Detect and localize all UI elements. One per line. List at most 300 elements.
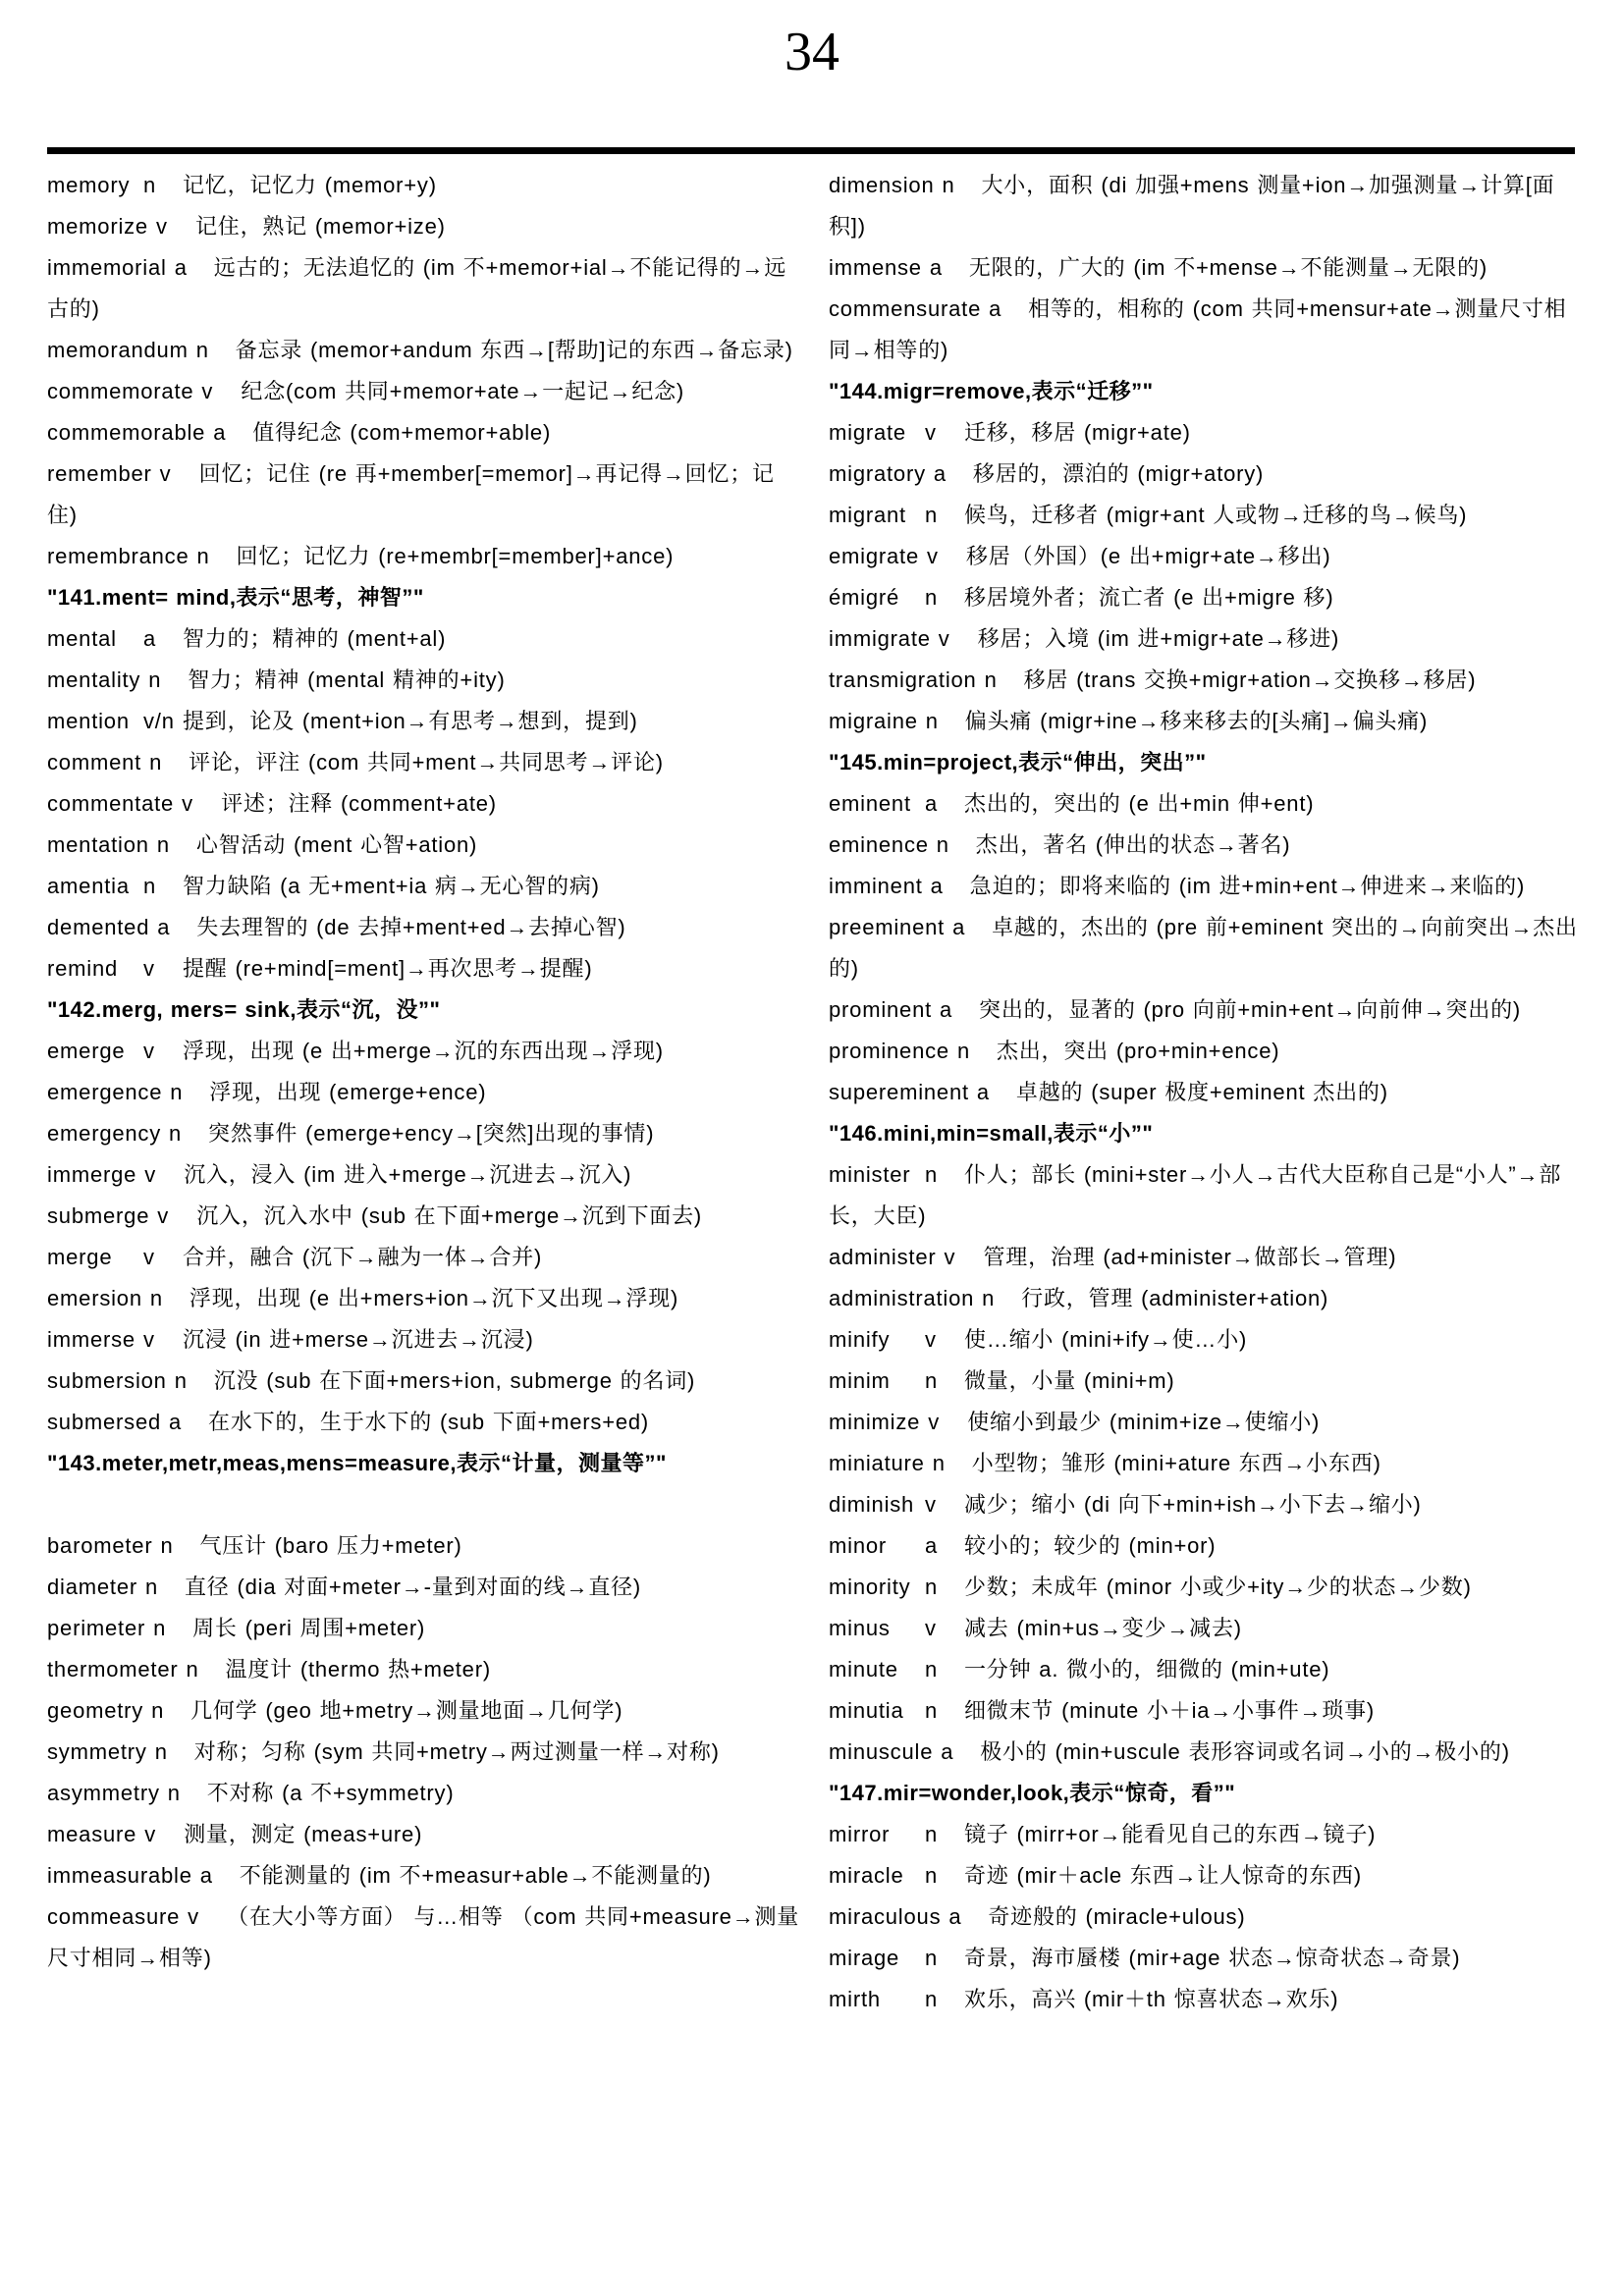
- entry-pos: v: [925, 420, 937, 445]
- entry-definition: 奇迹般的 (miracle+ulous): [988, 1904, 1246, 1929]
- dictionary-entry: [829, 1814, 1585, 1855]
- entry-pos: a: [213, 420, 227, 445]
- entry-word: immerge: [47, 1162, 137, 1187]
- entry-definition: 周长 (peri 周围+meter): [192, 1616, 426, 1640]
- dictionary-entry: [829, 1484, 1585, 1525]
- entry-definition: 浮现，出现 (e 出+merge→沉的东西出现→浮现): [183, 1039, 664, 1063]
- entry-word: minority: [829, 1575, 911, 1599]
- entry-pos: v/n: [143, 709, 175, 733]
- entry-word: prominence: [829, 1039, 949, 1063]
- entry-pos: n: [153, 1616, 167, 1640]
- entry-pos: v: [188, 1904, 199, 1929]
- dictionary-entry: [829, 866, 1585, 907]
- entry-pos: v: [144, 1822, 157, 1846]
- entry-word: migrant: [829, 503, 906, 527]
- entry-pos: n: [167, 1781, 181, 1805]
- dictionary-entry: [829, 660, 1585, 701]
- entry-pos: n: [925, 1863, 939, 1888]
- entry-word: migrate: [829, 420, 906, 445]
- entry-definition: 合并，融合 (沉下→融为一体→合并): [183, 1245, 543, 1269]
- entry-word: submersed: [47, 1410, 162, 1434]
- entry-word: immemorial: [47, 255, 167, 280]
- dictionary-entry: [47, 1773, 803, 1814]
- entry-word: preeminent: [829, 915, 946, 939]
- entry-definition: 测量，测定 (meas+ure): [184, 1822, 423, 1846]
- dictionary-entry: [47, 1608, 803, 1649]
- entry-pos: n: [932, 1451, 946, 1475]
- entry-definition: 卓越的 (super 极度+eminent 杰出的): [1015, 1080, 1388, 1104]
- dictionary-entry: [829, 907, 1585, 989]
- section-heading: "142.merg, mers= sink,表示“沉，没”": [47, 997, 441, 1022]
- entry-word: mentality: [47, 667, 141, 692]
- entry-definition: 无限的，广大的 (im 不+mense→不能测量→无限的): [968, 255, 1489, 280]
- section-heading: "147.mir=wonder,look,表示“惊奇，看”": [829, 1781, 1236, 1805]
- dictionary-entry: [47, 825, 803, 866]
- entry-word: minister: [829, 1162, 911, 1187]
- dictionary-entry: [47, 1567, 803, 1608]
- entry-definition: 智力缺陷 (a 无+ment+ia 病→无心智的病): [183, 874, 600, 898]
- entry-definition: 突然事件 (emerge+ency→[突然]出现的事情): [208, 1121, 655, 1146]
- entry-definition: 奇迹 (mir＋acle 东西→让人惊奇的东西): [964, 1863, 1362, 1888]
- entry-word: mirage: [829, 1946, 900, 1970]
- blank-line: [47, 1484, 803, 1525]
- entry-word: emerge: [47, 1039, 126, 1063]
- entry-word: symmetry: [47, 1739, 147, 1764]
- entry-pos: n: [956, 1039, 970, 1063]
- entry-pos: n: [925, 1987, 939, 2011]
- dictionary-entry: [47, 454, 803, 536]
- dictionary-entry: [47, 1278, 803, 1319]
- entry-definition: 杰出，突出 (pro+min+ence): [996, 1039, 1280, 1063]
- entry-word: memory: [47, 173, 131, 197]
- entry-definition: 细微末节 (minute 小＋ia→小事件→琐事): [964, 1698, 1376, 1723]
- entry-word: remembrance: [47, 544, 189, 568]
- entry-pos: v: [925, 1327, 937, 1352]
- dictionary-entry: [829, 536, 1585, 577]
- entry-word: minute: [829, 1657, 898, 1682]
- entry-definition: 纪念(com 共同+memor+ate→一起记→纪念): [241, 379, 685, 403]
- entry-definition: 记忆，记忆力 (memor+y): [183, 173, 437, 197]
- page-number: 34: [785, 22, 839, 82]
- entry-pos: n: [143, 173, 157, 197]
- dictionary-entry: [47, 1896, 803, 1979]
- entry-word: demented: [47, 915, 150, 939]
- entry-pos: v: [144, 1162, 156, 1187]
- entry-word: commemorable: [47, 420, 206, 445]
- entry-word: émigré: [829, 585, 900, 610]
- entry-pos: a: [989, 296, 1002, 321]
- entry-word: amentia: [47, 874, 130, 898]
- header-rule: [47, 147, 1575, 154]
- dictionary-entry: [47, 783, 803, 825]
- entry-definition: 浮现，出现 (emerge+ence): [209, 1080, 487, 1104]
- entry-word: asymmetry: [47, 1781, 160, 1805]
- entry-definition: 移居（外国）(e 出+migr+ate→移出): [966, 544, 1331, 568]
- entry-definition: 极小的 (min+uscule 表形容词或名词→小的→极小的): [980, 1739, 1510, 1764]
- dictionary-entry: [829, 1443, 1585, 1484]
- entry-pos: n: [143, 874, 157, 898]
- entry-word: mirth: [829, 1987, 881, 2011]
- dictionary-entry: [829, 1525, 1585, 1567]
- dictionary-entry: [47, 1361, 803, 1402]
- entry-pos: v: [201, 379, 214, 403]
- entry-word: administration: [829, 1286, 975, 1310]
- entry-pos: v: [157, 1203, 170, 1228]
- entry-word: supereminent: [829, 1080, 969, 1104]
- entry-word: commemorate: [47, 379, 194, 403]
- entry-definition: 提到，论及 (ment+ion→有思考→想到，提到): [183, 709, 638, 733]
- entry-pos: v: [143, 1327, 155, 1352]
- entry-definition: 直径 (dia 对面+meter→-量到对面的线→直径): [185, 1575, 642, 1599]
- entry-word: diameter: [47, 1575, 137, 1599]
- entry-pos: a: [174, 255, 188, 280]
- entry-word: mentation: [47, 832, 149, 857]
- dictionary-entry: [829, 783, 1585, 825]
- entry-definition: 沉入，沉入水中 (sub 在下面+merge→沉到下面去): [196, 1203, 702, 1228]
- entry-definition: 减少；缩小 (di 向下+min+ish→小下去→缩小): [964, 1492, 1422, 1517]
- dictionary-entry: [829, 1979, 1585, 2020]
- entry-pos: n: [925, 1946, 939, 1970]
- dictionary-entry: [47, 1072, 803, 1113]
- dictionary-entry: [47, 371, 803, 412]
- entry-pos: n: [170, 1080, 184, 1104]
- entry-definition: 移居；入境 (im 进+migr+ate→移进): [977, 626, 1340, 651]
- entry-pos: a: [199, 1863, 213, 1888]
- entry-definition: 回忆；记忆力 (re+membr[=member]+ance): [236, 544, 675, 568]
- entry-definition: 偏头痛 (migr+ine→移来移去的[头痛]→偏头痛): [964, 709, 1429, 733]
- entry-pos: v: [143, 1039, 155, 1063]
- entry-pos: n: [156, 832, 170, 857]
- dictionary-entry: [47, 330, 803, 371]
- entry-pos: n: [186, 1657, 199, 1682]
- entry-definition: 较小的；较少的 (min+or): [964, 1533, 1217, 1558]
- entry-definition: 在水下的，生于水下的 (sub 下面+mers+ed): [208, 1410, 650, 1434]
- entry-word: immense: [829, 255, 922, 280]
- dictionary-entry: [47, 1649, 803, 1690]
- entry-definition: 减去 (min+us→变少→减去): [964, 1616, 1242, 1640]
- dictionary-entry: [47, 948, 803, 989]
- dictionary-entry: [829, 1319, 1585, 1361]
- entry-pos: v: [944, 1245, 956, 1269]
- entry-word: emergency: [47, 1121, 162, 1146]
- entry-definition: 相等的，相称的 (com 共同+mensur+ate→测量尺寸相同→相等的): [829, 296, 1567, 362]
- entry-word: minutia: [829, 1698, 904, 1723]
- entry-word: memorandum: [47, 338, 189, 362]
- entry-definition: 记住，熟记 (memor+ize): [194, 214, 446, 239]
- entry-pos: n: [154, 1739, 168, 1764]
- entry-pos: n: [149, 1286, 163, 1310]
- entry-pos: v: [182, 791, 193, 816]
- entry-definition: 提醒 (re+mind[=ment]→再次思考→提醒): [183, 956, 593, 981]
- entry-pos: a: [948, 1904, 962, 1929]
- entry-pos: n: [196, 544, 210, 568]
- entry-pos: a: [941, 1739, 954, 1764]
- entry-pos: n: [984, 667, 998, 692]
- entry-pos: n: [925, 1822, 939, 1846]
- dictionary-entry: [47, 618, 803, 660]
- entry-word: commensurate: [829, 296, 982, 321]
- entry-definition: 几何学 (geo 地+metry→测量地面→几何学): [190, 1698, 623, 1723]
- dictionary-entry: [47, 1525, 803, 1567]
- entry-pos: n: [925, 1162, 939, 1187]
- entry-word: miracle: [829, 1863, 904, 1888]
- dictionary-entry: [829, 1237, 1585, 1278]
- dictionary-entry: [829, 989, 1585, 1031]
- entry-definition: 备忘录 (memor+andum 东西→[帮助]记的东西→备忘录): [235, 338, 793, 362]
- entry-definition: 气压计 (baro 压力+meter): [199, 1533, 462, 1558]
- dictionary-entry: [47, 866, 803, 907]
- entry-word: thermometer: [47, 1657, 179, 1682]
- entry-word: minus: [829, 1616, 891, 1640]
- entry-word: minuscule: [829, 1739, 934, 1764]
- entry-word: administer: [829, 1245, 937, 1269]
- entry-pos: a: [952, 915, 966, 939]
- entry-pos: a: [925, 791, 939, 816]
- entry-pos: n: [925, 1657, 939, 1682]
- dictionary-entry: [829, 825, 1585, 866]
- entry-word: immerse: [47, 1327, 135, 1352]
- entry-definition: 一分钟 a. 微小的，细微的 (min+ute): [964, 1657, 1330, 1682]
- entry-pos: n: [149, 750, 163, 774]
- dictionary-entry: [47, 742, 803, 783]
- entry-word: measure: [47, 1822, 137, 1846]
- entry-pos: n: [169, 1121, 183, 1146]
- entry-definition: 急迫的；即将来临的 (im 进+min+ent→伸进来→来临的): [969, 874, 1526, 898]
- dictionary-entry: [829, 1732, 1585, 1773]
- entry-word: geometry: [47, 1698, 144, 1723]
- entry-definition: 智力的；精神的 (ment+al): [183, 626, 447, 651]
- entry-definition: 杰出的，突出的 (e 出+min 伸+ent): [964, 791, 1315, 816]
- entry-pos: n: [174, 1368, 188, 1393]
- dictionary-entry: [829, 165, 1585, 247]
- dictionary-entry: [47, 660, 803, 701]
- dictionary-entry: [829, 577, 1585, 618]
- entry-pos: n: [936, 832, 949, 857]
- entry-definition: 少数；未成年 (minor 小或少+ity→少的状态→少数): [964, 1575, 1472, 1599]
- dictionary-entry: [47, 1319, 803, 1361]
- entry-word: immeasurable: [47, 1863, 192, 1888]
- dictionary-entry: [47, 1113, 803, 1154]
- dictionary-entry: [829, 1361, 1585, 1402]
- dictionary-entry: [829, 1855, 1585, 1896]
- entry-definition: 沉入，浸入 (im 进入+merge→沉进去→沉入): [184, 1162, 632, 1187]
- entry-word: commentate: [47, 791, 175, 816]
- entry-definition: 仆人；部长 (mini+ster→小人→古代大臣称自己是“小人”→部长，大臣): [829, 1162, 1562, 1228]
- entry-definition: 温度计 (thermo 热+meter): [225, 1657, 491, 1682]
- entry-word: commeasure: [47, 1904, 181, 1929]
- entry-definition: 移居的，漂泊的 (migr+atory): [972, 461, 1265, 486]
- dictionary-entry: [47, 1237, 803, 1278]
- dictionary-entry: [47, 206, 803, 247]
- entry-pos: v: [159, 461, 172, 486]
- entry-definition: 心智活动 (ment 心智+ation): [195, 832, 478, 857]
- entry-word: remind: [47, 956, 119, 981]
- dictionary-entry: [829, 289, 1585, 371]
- entry-definition: 沉没 (sub 在下面+mers+ion, submerge 的名词): [213, 1368, 696, 1393]
- dictionary-entry: [47, 1855, 803, 1896]
- entry-definition: 移居境外者；流亡者 (e 出+migre 移): [964, 585, 1334, 610]
- entry-word: barometer: [47, 1533, 153, 1558]
- entry-definition: 杰出，著名 (伸出的状态→著名): [975, 832, 1291, 857]
- entry-definition: 远古的；无法追忆的 (im 不+memor+ial→不能记得的→远古的): [47, 255, 787, 321]
- entry-word: memorize: [47, 214, 148, 239]
- dictionary-entry: [829, 247, 1585, 289]
- dictionary-entry: [829, 1031, 1585, 1072]
- entry-pos: a: [925, 1533, 939, 1558]
- entry-word: transmigration: [829, 667, 977, 692]
- entry-definition: 管理，治理 (ad+minister→做部长→管理): [983, 1245, 1397, 1269]
- dictionary-entry: [47, 1402, 803, 1443]
- entry-pos: n: [982, 1286, 996, 1310]
- dictionary-entry: [829, 1690, 1585, 1732]
- entry-pos: a: [143, 626, 157, 651]
- entry-definition: 值得纪念 (com+memor+able): [252, 420, 552, 445]
- entry-word: immigrate: [829, 626, 931, 651]
- dictionary-entry: [47, 412, 803, 454]
- entry-pos: a: [157, 915, 171, 939]
- entry-definition: 评述；注释 (comment+ate): [221, 791, 497, 816]
- dictionary-entry: [47, 907, 803, 948]
- entry-pos: a: [930, 874, 944, 898]
- dictionary-entry: [47, 1814, 803, 1855]
- entry-word: emersion: [47, 1286, 142, 1310]
- entry-word: remember: [47, 461, 152, 486]
- entry-word: mention: [47, 709, 130, 733]
- entry-pos: n: [942, 173, 955, 197]
- dictionary-entry: [47, 701, 803, 742]
- entry-definition: 不对称 (a 不+symmetry): [206, 1781, 455, 1805]
- entry-definition: 行政，管理 (administer+ation): [1021, 1286, 1329, 1310]
- dictionary-entry: [829, 1896, 1585, 1938]
- entry-pos: a: [933, 461, 947, 486]
- entry-pos: n: [925, 503, 939, 527]
- entry-definition: 沉浸 (in 进+merse→沉进去→沉浸): [183, 1327, 534, 1352]
- entry-pos: v: [928, 1410, 940, 1434]
- section-heading: "143.meter,metr,meas,mens=measure,表示“计量，测量等”": [47, 1451, 667, 1475]
- section-heading: "146.mini,min=small,表示“小”": [829, 1121, 1154, 1146]
- dictionary-entry: [47, 1154, 803, 1196]
- entry-pos: n: [151, 1698, 165, 1723]
- entry-definition: 浮现，出现 (e 出+mers+ion→沉下又出现→浮现): [189, 1286, 679, 1310]
- entry-word: minimize: [829, 1410, 921, 1434]
- entry-word: miraculous: [829, 1904, 942, 1929]
- entry-definition: 欢乐，高兴 (mir＋th 惊喜状态→欢乐): [964, 1987, 1339, 2011]
- dictionary-entry: [47, 1196, 803, 1237]
- dictionary-entry: [829, 1938, 1585, 1979]
- entry-pos: n: [145, 1575, 159, 1599]
- dictionary-entry: [47, 247, 803, 330]
- entry-pos: n: [160, 1533, 174, 1558]
- entry-definition: 镜子 (mirr+or→能看见自己的东西→镜子): [964, 1822, 1377, 1846]
- entry-word: miniature: [829, 1451, 925, 1475]
- entry-pos: v: [927, 544, 939, 568]
- entry-pos: v: [925, 1616, 937, 1640]
- entry-word: emergence: [47, 1080, 163, 1104]
- entry-word: imminent: [829, 874, 923, 898]
- dictionary-entry: [47, 1690, 803, 1732]
- dictionary-entry: [829, 454, 1585, 495]
- entry-definition: 小型物；雏形 (mini+ature 东西→小东西): [971, 1451, 1381, 1475]
- entry-definition: 对称；匀称 (sym 共同+metry→两过测量一样→对称): [193, 1739, 720, 1764]
- section-heading: "141.ment= mind,表示“思考，神智”": [47, 585, 424, 610]
- entry-word: mirror: [829, 1822, 891, 1846]
- entry-pos: n: [195, 338, 209, 362]
- entry-word: minor: [829, 1533, 888, 1558]
- entry-definition: 大小，面积 (di 加强+mens 测量+ion→加强测量→计算[面积]): [829, 173, 1555, 239]
- entry-pos: v: [155, 214, 168, 239]
- entry-pos: v: [143, 1245, 155, 1269]
- entry-pos: a: [169, 1410, 183, 1434]
- entry-pos: a: [929, 255, 943, 280]
- entry-definition: 评论，评注 (com 共同+ment→共同思考→评论): [189, 750, 664, 774]
- dictionary-entry: [829, 701, 1585, 742]
- entry-pos: a: [976, 1080, 990, 1104]
- entry-definition: 不能测量的 (im 不+measur+able→不能测量的): [239, 1863, 712, 1888]
- entry-word: eminent: [829, 791, 911, 816]
- entry-word: minify: [829, 1327, 891, 1352]
- dictionary-entry: [829, 1072, 1585, 1113]
- dictionary-entry: [829, 1649, 1585, 1690]
- content-columns: [47, 165, 1585, 2020]
- dictionary-entry: [829, 1278, 1585, 1319]
- entry-definition: 回忆；记住 (re 再+member[=memor]→再记得→回忆；记住): [47, 461, 775, 527]
- entry-word: merge: [47, 1245, 113, 1269]
- entry-definition: 使缩小到最少 (minim+ize→使缩小): [967, 1410, 1321, 1434]
- entry-definition: （在大小等方面） 与…相等 （com 共同+measure→测量尺寸相同→相等): [47, 1904, 800, 1970]
- entry-pos: v: [925, 1492, 937, 1517]
- entry-definition: 奇景，海市蜃楼 (mir+age 状态→惊奇状态→奇景): [964, 1946, 1461, 1970]
- entry-word: submersion: [47, 1368, 167, 1393]
- entry-definition: 使…缩小 (mini+ify→使…小): [964, 1327, 1248, 1352]
- entry-definition: 突出的，显著的 (pro 向前+min+ent→向前伸→突出的): [979, 997, 1522, 1022]
- dictionary-entry: [47, 1031, 803, 1072]
- dictionary-entry: [829, 495, 1585, 536]
- entry-word: eminence: [829, 832, 929, 857]
- column-left: [47, 165, 803, 2020]
- entry-word: dimension: [829, 173, 935, 197]
- entry-word: emigrate: [829, 544, 919, 568]
- dictionary-entry: [829, 1402, 1585, 1443]
- entry-word: migraine: [829, 709, 918, 733]
- dictionary-entry: [829, 412, 1585, 454]
- entry-pos: n: [925, 585, 939, 610]
- entry-word: submerge: [47, 1203, 150, 1228]
- dictionary-entry: [829, 1154, 1585, 1237]
- entry-definition: 卓越的，杰出的 (pre 前+eminent 突出的→向前突出→杰出的): [829, 915, 1578, 981]
- entry-definition: 移居 (trans 交换+migr+ation→交换移→移居): [1023, 667, 1477, 692]
- entry-definition: 智力；精神 (mental 精神的+ity): [188, 667, 506, 692]
- dictionary-entry: [47, 536, 803, 577]
- entry-definition: 微量，小量 (mini+m): [964, 1368, 1175, 1393]
- section-heading: "144.migr=remove,表示“迁移”": [829, 379, 1154, 403]
- entry-word: minim: [829, 1368, 891, 1393]
- entry-word: migratory: [829, 461, 926, 486]
- entry-definition: 候鸟，迁移者 (migr+ant 人或物→迁移的鸟→候鸟): [964, 503, 1468, 527]
- dictionary-entry: [47, 1732, 803, 1773]
- entry-definition: 失去理智的 (de 去掉+ment+ed→去掉心智): [196, 915, 626, 939]
- entry-word: comment: [47, 750, 142, 774]
- entry-pos: v: [143, 956, 155, 981]
- entry-pos: n: [925, 709, 939, 733]
- entry-pos: a: [940, 997, 953, 1022]
- column-right: [829, 165, 1585, 2020]
- entry-definition: 迁移，移居 (migr+ate): [964, 420, 1191, 445]
- dictionary-entry: [47, 165, 803, 206]
- entry-word: prominent: [829, 997, 933, 1022]
- section-heading: "145.min=project,表示“伸出，突出”": [829, 750, 1207, 774]
- entry-word: mental: [47, 626, 117, 651]
- entry-pos: n: [925, 1575, 939, 1599]
